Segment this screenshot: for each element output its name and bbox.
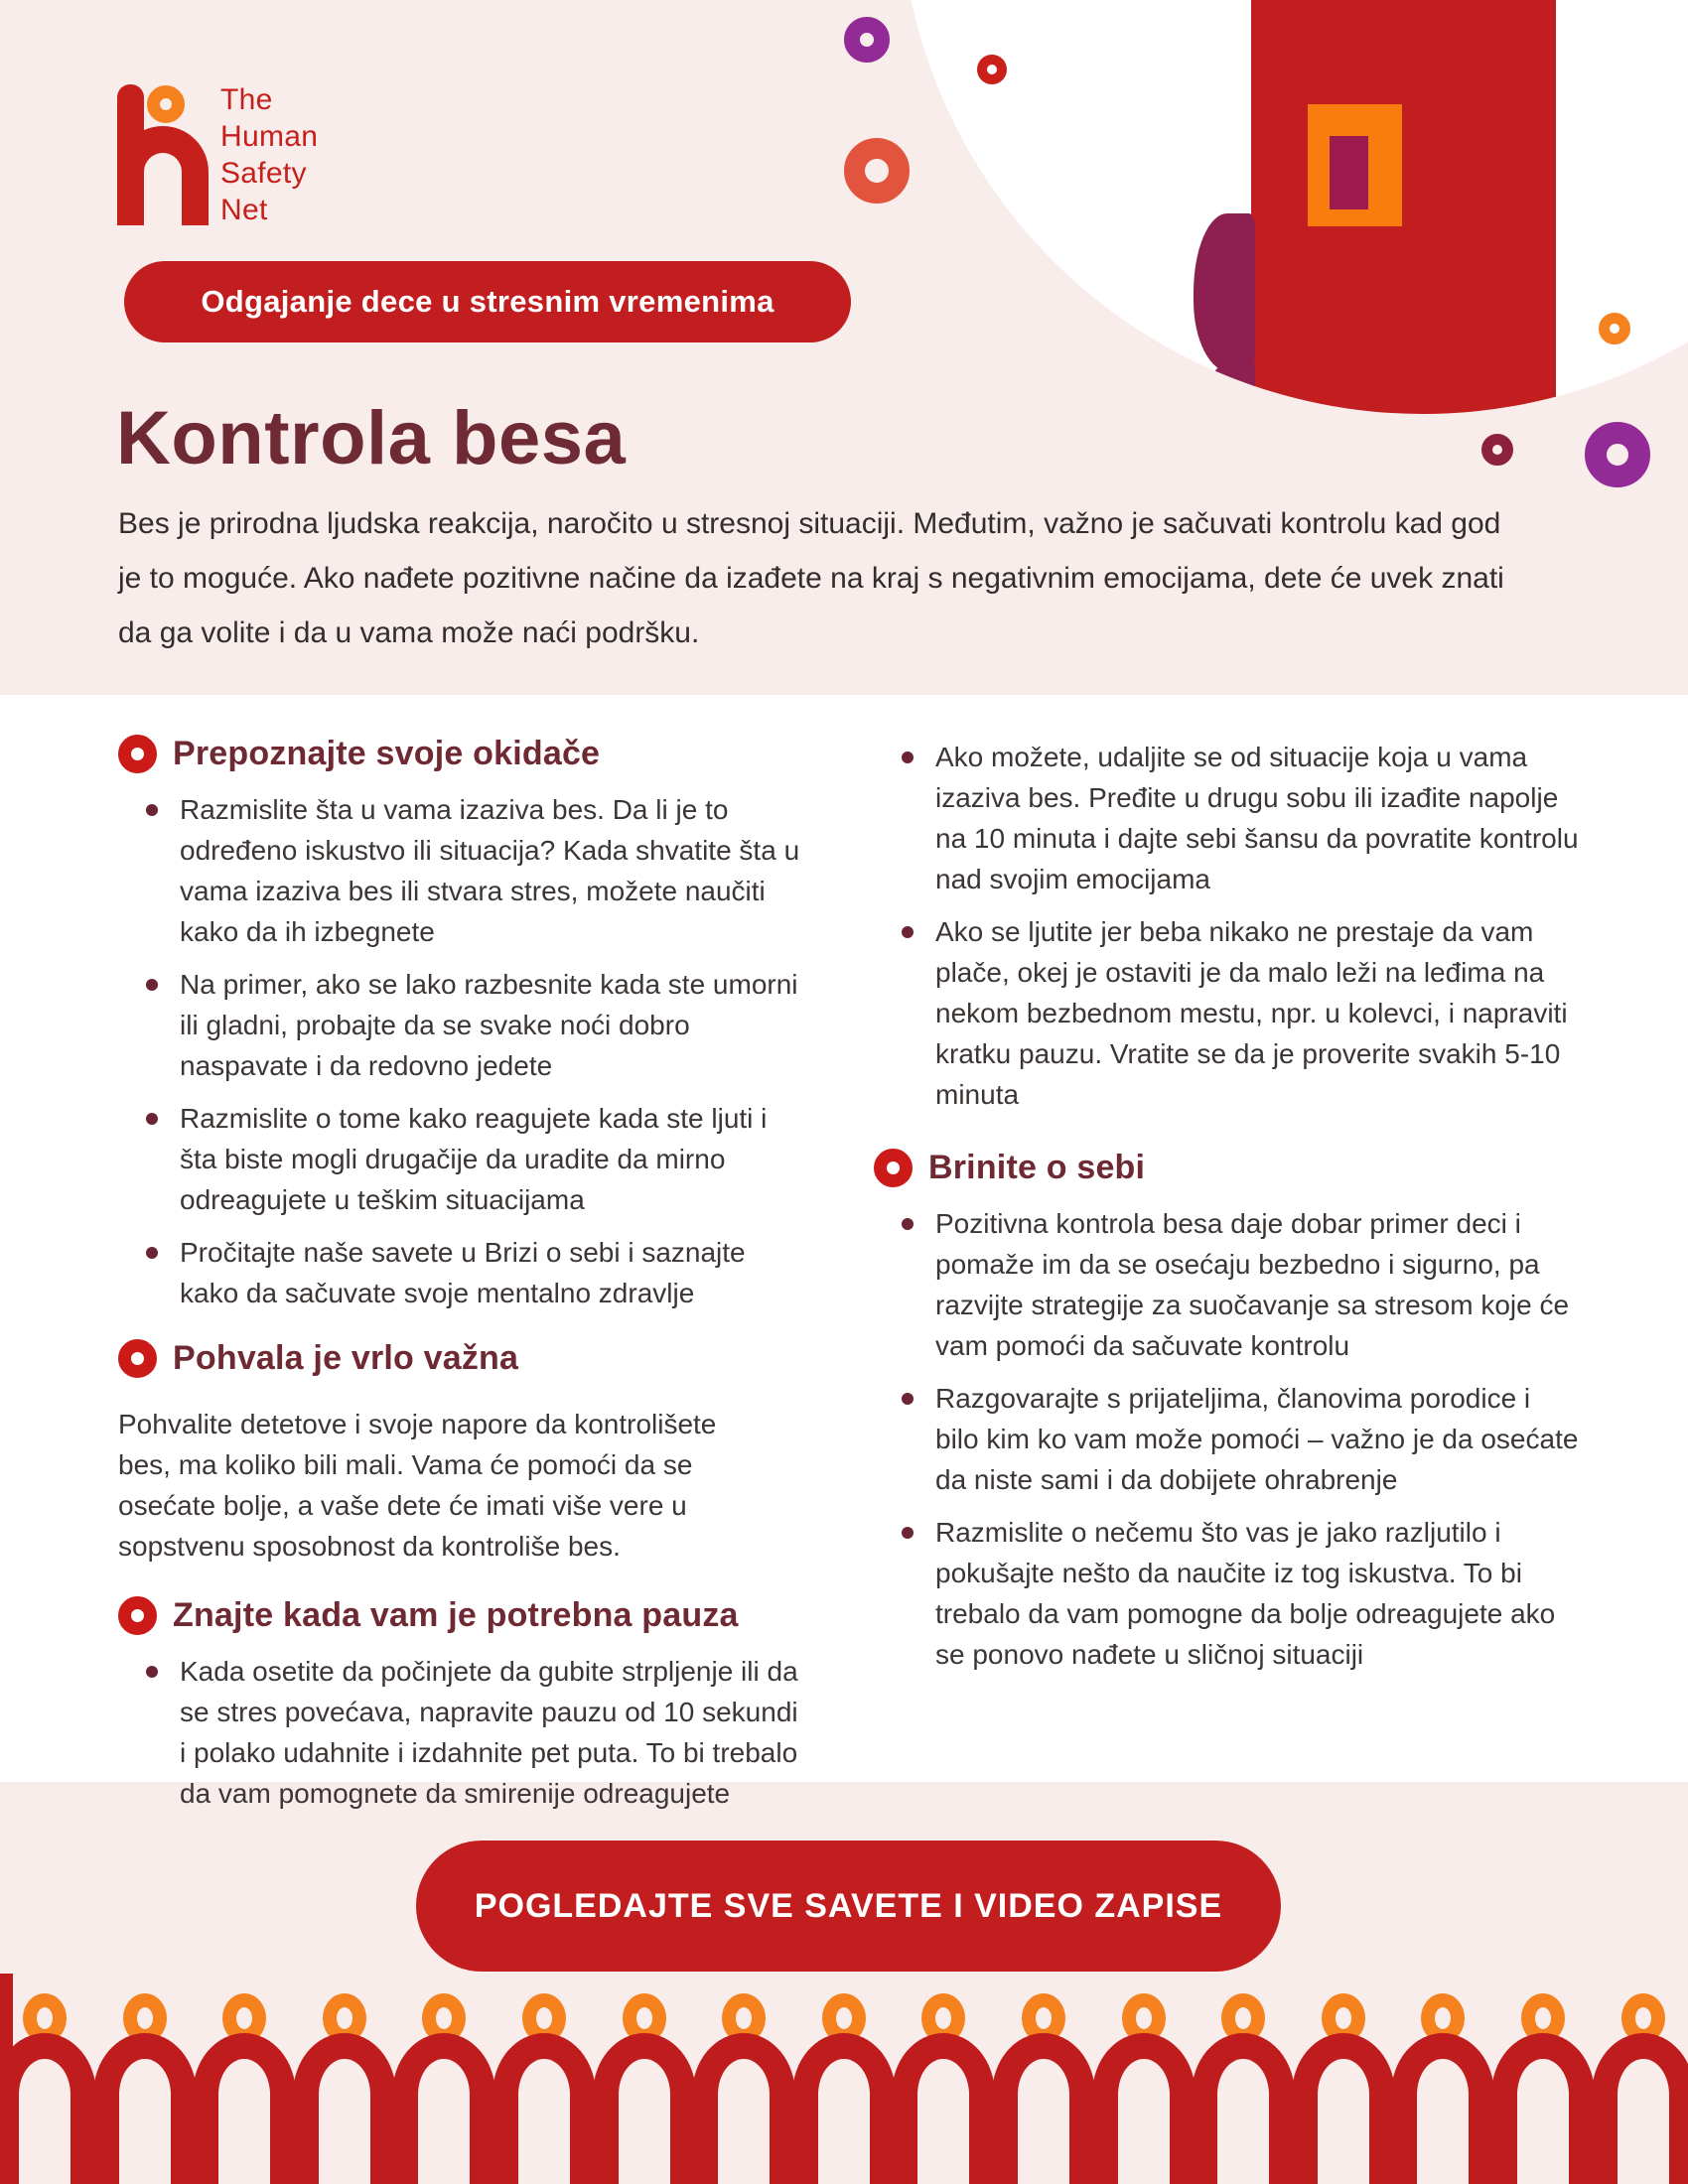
- selfcare-bullet-list: [874, 1203, 1579, 1675]
- praise-paragraph: Pohvalite detetove i svoje napore da kontrolišete bes, ma koliko bili mali. Vama će pomoći da se osećate bolje, a vaše dete će imati više vere u sopstvenu sposobnost da kontroliše bes.: [118, 1409, 717, 1562]
- footer-arch-icon: [892, 2033, 995, 2184]
- logo-line: Safety: [220, 157, 307, 190]
- list-item: Pozitivna kontrola besa daje dobar primer deci i pomaže im da se osećaju bezbedno i sigurno, pa razvijte strategije za suočavanje sa stresom koje će vam pomoći da sačuvate kontrolu: [902, 1203, 1579, 1366]
- section-triggers-heading: [118, 735, 803, 773]
- red-donut-bullet-icon: [118, 1339, 157, 1378]
- logo-wordmark: [220, 81, 318, 228]
- triggers-bullet-list-continued: [874, 737, 1579, 1115]
- red-donut-icon: [977, 55, 1007, 84]
- section-title: Pohvala je vrlo važna: [173, 1339, 519, 1377]
- footer-arch-icon: [792, 2033, 896, 2184]
- footer-arch-icon: [1092, 2033, 1196, 2184]
- right-column: [874, 735, 1579, 1826]
- intro-paragraph: Bes je prirodna ljudska reakcija, naročito u stresnoj situaciji. Međutim, važno je sačuvati kontrolu kad god je to moguće. Ako nađete pozitivne načine da izađete na kraj s negativnim emocijama, dete će uvek znati da ga volite i da u vama može naći podršku.: [118, 507, 1504, 649]
- list-item: Razmislite o tome kako reagujete kada ste ljuti i šta biste mogli drugačije da uradite da mirno odreagujete u teškim situacijama: [146, 1098, 803, 1220]
- footer-arch-icon: [93, 2033, 197, 2184]
- building-illustration: [1251, 0, 1556, 414]
- footer-arch-icon: [0, 2033, 96, 2184]
- footer-arch-icon: [193, 2033, 296, 2184]
- list-item: Razgovarajte s prijateljima, članovima porodice i bilo kim ko vam može pomoći – važno je da osećate da niste sami i da dobijete ohrabrenje: [902, 1378, 1579, 1500]
- footer-arch-icon: [1391, 2033, 1494, 2184]
- section-title: Brinite o sebi: [928, 1149, 1146, 1186]
- left-column: [118, 735, 803, 1826]
- list-item: Ako možete, udaljite se od situacije koja u vama izaziva bes. Pređite u drugu sobu ili izađite napolje na 10 minuta i dajte sebi šansu da povratite kontrolu nad svojim emocijama: [902, 737, 1579, 899]
- logo-line: Human: [220, 120, 319, 153]
- list-item: Razmislite šta u vama izaziva bes. Da li je to određeno iskustvo ili situacija? Kada shvatite šta u vama izaziva bes ili stvara stres, možete naučiti kako da ih izbegnete: [146, 789, 803, 952]
- footer-arch-icon: [492, 2033, 596, 2184]
- page-title: Kontrola besa: [116, 396, 627, 480]
- person-neck-illustration: [1213, 365, 1255, 403]
- pause-bullet-list: [118, 1651, 803, 1814]
- salmon-donut-icon: [844, 138, 910, 204]
- footer-arch-icon: [1292, 2033, 1395, 2184]
- person-head-illustration: [1194, 213, 1255, 372]
- topic-badge: [124, 261, 851, 342]
- logo-line: The: [220, 83, 273, 116]
- list-item: Na primer, ako se lako razbesnite kada ste umorni ili gladni, probajte da se svake noći dobro naspavate i da redovno jedete: [146, 964, 803, 1086]
- footer-arch-icon: [1491, 2033, 1595, 2184]
- footer-arch-icon: [593, 2033, 696, 2184]
- red-donut-bullet-icon: [118, 735, 157, 773]
- section-praise-heading: [118, 1339, 803, 1378]
- list-item: Kada osetite da počinjete da gubite strpljenje ili da se stres povećava, napravite pauzu od 10 sekundi i polako udahnite i izdahnite pet puta. To bi trebalo da vam pomognete da smirenije odreagujete: [146, 1651, 803, 1814]
- logo-head-donut-icon: [147, 85, 185, 123]
- hero-circle-background: [900, 0, 1688, 414]
- content-columns: [118, 735, 1579, 1826]
- logo-line: Net: [220, 194, 268, 226]
- footer-arch-icon: [1592, 2033, 1688, 2184]
- orange-donut-icon: [1599, 313, 1630, 344]
- view-all-tips-button[interactable]: [416, 1841, 1281, 1972]
- purple-donut-icon: [844, 17, 890, 63]
- list-item: Razmislite o nečemu što vas je jako razljutilo i pokušajte nešto da naučite iz tog iskustva. To bi trebalo da vam pomogne da bolje odreagujete ako se ponovo nađete u sličnoj situaciji: [902, 1512, 1579, 1675]
- topic-badge-label: Odgajanje dece u stresnim vremenima: [201, 284, 774, 319]
- footer-arch-icon: [692, 2033, 795, 2184]
- list-item: Pročitajte naše savete u Brizi o sebi i saznajte kako da sačuvate svoje mentalno zdravlje: [146, 1232, 803, 1313]
- maroon-donut-icon: [1481, 434, 1513, 466]
- logo-h-arch: [117, 126, 209, 225]
- red-donut-bullet-icon: [118, 1596, 157, 1635]
- red-donut-bullet-icon: [874, 1149, 913, 1187]
- window-pane-icon: [1330, 136, 1368, 209]
- view-all-tips-label: POGLEDAJTE SVE SAVETE I VIDEO ZAPISE: [474, 1886, 1223, 1925]
- triggers-bullet-list: [118, 789, 803, 1313]
- footer-arch-icon: [392, 2033, 495, 2184]
- footer-arch-icon: [1192, 2033, 1295, 2184]
- purple-large-donut-icon: [1585, 422, 1650, 487]
- section-selfcare-heading: [874, 1149, 1579, 1187]
- footer-arch-icon: [992, 2033, 1095, 2184]
- section-title: Prepoznajte svoje okidače: [173, 735, 601, 772]
- section-pause-heading: [118, 1596, 803, 1635]
- list-item: Ako se ljutite jer beba nikako ne prestaje da vam plače, okej je ostaviti je da malo leži na leđima na nekom bezbednom mestu, npr. u kolevci, i napraviti kratku pauzu. Vratite se da je proverite svakih 5-10 minuta: [902, 911, 1579, 1115]
- footer-arch-icon: [293, 2033, 396, 2184]
- section-title: Znajte kada vam je potrebna pauza: [173, 1596, 739, 1634]
